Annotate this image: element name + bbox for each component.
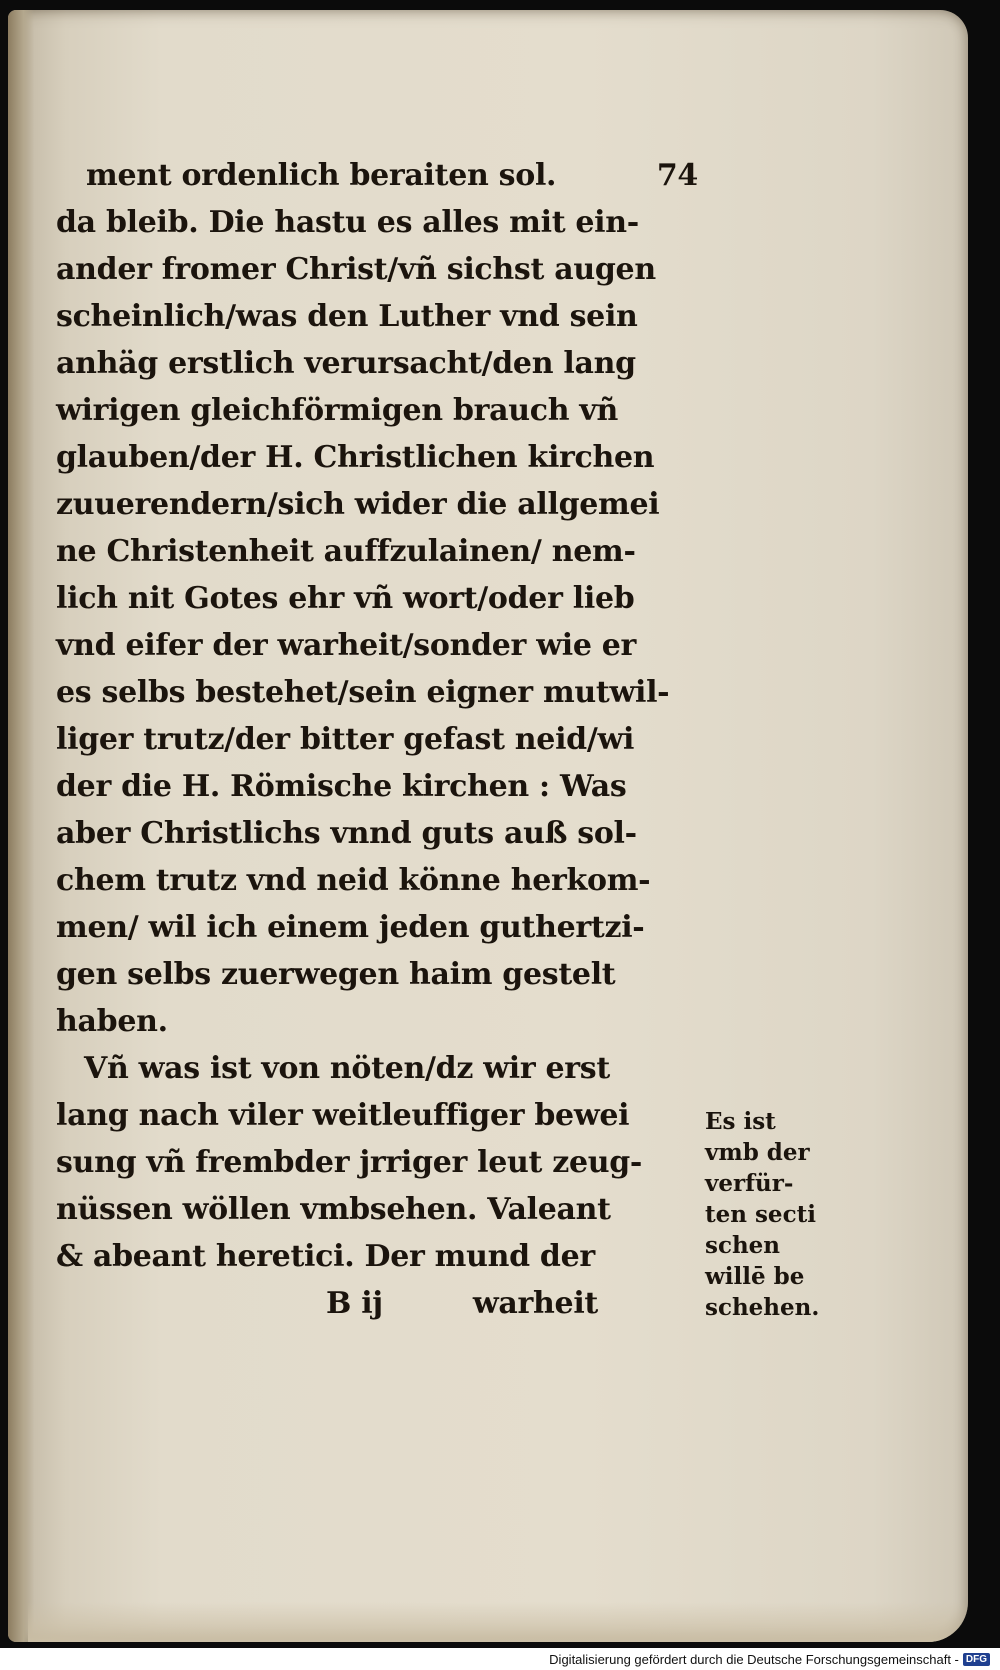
- body-line: haben.: [56, 1004, 168, 1039]
- marginal-line: schen: [705, 1232, 781, 1259]
- paragraph-line: nüssen wöllen vmbsehen. Valeant: [56, 1192, 611, 1227]
- book-page: [8, 10, 968, 1642]
- body-line: zuuerendern/sich wider die allgemei: [56, 487, 660, 522]
- marginal-line: Es ist: [705, 1108, 776, 1135]
- body-line: lich nit Gotes ehr vñ wort/oder lieb: [56, 581, 635, 616]
- body-line: aber Christlichs vnnd guts auß sol-: [56, 816, 637, 851]
- body-line: vnd eifer der warheit/sonder wie er: [56, 628, 637, 663]
- body-line: der die H. Römische kirchen : Was: [56, 769, 627, 804]
- marginal-note: [705, 1106, 855, 1323]
- body-line: chem trutz vnd neid könne herkom-: [56, 863, 651, 898]
- paragraph-line: lang nach viler weitleuffiger bewei: [56, 1098, 630, 1133]
- marginal-line: vmb der: [705, 1139, 810, 1166]
- main-text-block: [56, 152, 698, 1327]
- body-line: ander fromer Christ/vñ sichst augen: [56, 252, 656, 287]
- footer-credit-bar: [0, 1648, 1000, 1670]
- body-line: da bleib. Die hastu es alles mit ein-: [56, 205, 639, 240]
- paragraph-line: Vñ was ist von nöten/dz wir erst: [84, 1051, 610, 1086]
- body-line: men/ wil ich einem jeden guthertzi-: [56, 910, 645, 945]
- running-head-title: ment ordenlich beraiten sol.: [86, 158, 557, 193]
- marginal-line: ten secti: [705, 1201, 816, 1228]
- paragraph-line: sung vñ frembder jrriger leut zeug-: [56, 1145, 643, 1180]
- page-gutter-shadow: [8, 10, 34, 1642]
- marginal-line: willē be: [705, 1263, 805, 1290]
- body-line: gen selbs zuerwegen haim gestelt: [56, 957, 616, 992]
- body-line: es selbs bestehet/sein eigner mutwil-: [56, 675, 670, 710]
- footer-credit-text: Digitalisierung gefördert durch die Deutsche Forschungsgemeinschaft -: [549, 1651, 959, 1667]
- marginal-line: schehen.: [705, 1294, 820, 1321]
- folio-number: 74: [656, 158, 698, 193]
- body-line: anhäg erstlich verursacht/den lang: [56, 346, 636, 381]
- signature-line: [56, 1280, 698, 1327]
- body-line: glauben/der H. Christlichen kirchen: [56, 440, 655, 475]
- running-header: [56, 152, 698, 199]
- paragraph-line: & abeant heretici. Der mund der: [56, 1239, 595, 1274]
- body-line: liger trutz/der bitter gefast neid/wi: [56, 722, 635, 757]
- marginal-line: verfür-: [705, 1170, 794, 1197]
- body-line: wirigen gleichförmigen brauch vñ: [56, 393, 619, 428]
- body-line: scheinlich/was den Luther vnd sein: [56, 299, 638, 334]
- body-line: ne Christenheit auffzulainen/ nem-: [56, 534, 636, 569]
- dfg-logo: DFG: [963, 1653, 990, 1666]
- signature-mark: B ij: [326, 1286, 383, 1321]
- page-bottom-edge: [28, 1602, 968, 1642]
- catchword: warheit: [472, 1286, 598, 1321]
